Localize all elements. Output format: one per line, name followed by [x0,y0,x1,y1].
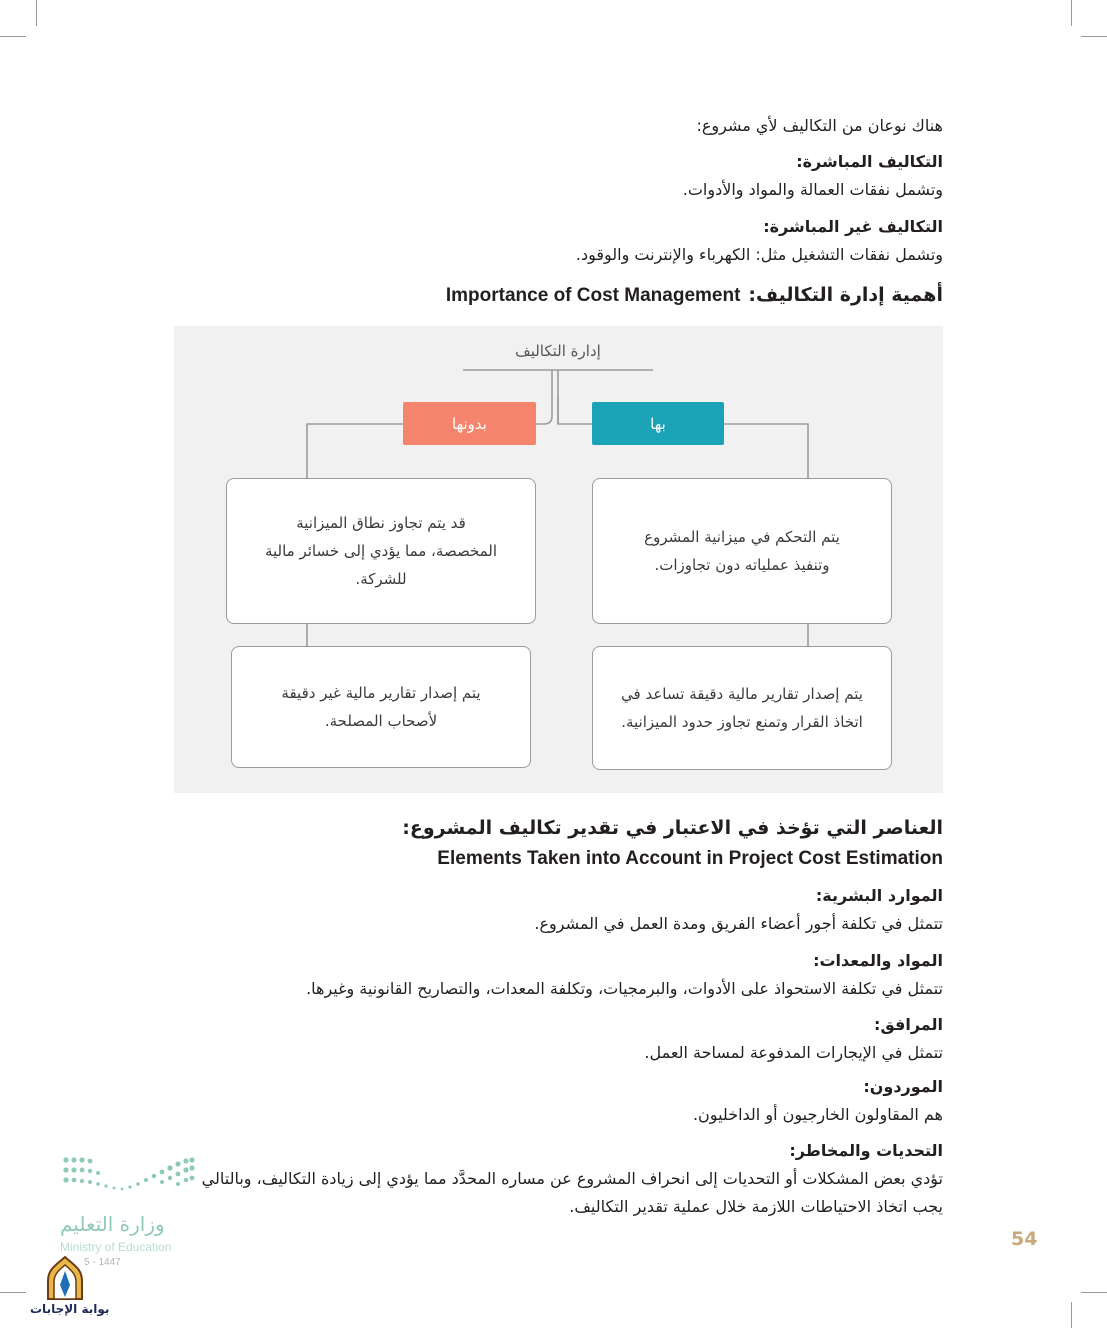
cost-management-diagram [174,326,943,793]
importance-heading [446,284,943,307]
direct-costs-text: وتشمل نفقات العمالة والمواد والأدوات. [682,180,943,199]
with-it-box-1-text: يتم التحكم في ميزانية المشروع وتنفيذ عملياته دون تجاوزات. [644,528,840,574]
element-text-continued: يجب اتخاذ الاحتياطات اللازمة خلال عملية تقدير التكاليف. [569,1197,943,1216]
ministry-logo-dots-icon [60,1154,200,1200]
crop-mark [1081,36,1107,37]
importance-heading-ar: أهمية إدارة التكاليف: [748,284,943,306]
with-it-box-2-text: يتم إصدار تقارير مالية دقيقة تساعد في اتخاذ القرار وتمنع تجاوز حدود الميزانية. [621,685,863,731]
element-text: تتمثل في الإيجارات المدفوعة لمساحة العمل. [644,1043,943,1062]
importance-heading-en: Importance of Cost Management [445,285,741,306]
with-it-tag [592,402,724,445]
without-it-tag [403,402,536,445]
site-logo-icon [44,1255,86,1301]
without-it-label: بدونها [452,414,487,433]
indirect-costs-heading: التكاليف غير المباشرة: [763,217,943,236]
with-it-box-1 [592,478,892,624]
element-title: الموارد البشرية: [815,886,943,905]
with-it-label: بها [650,414,666,433]
page-number: 54 [1011,1228,1038,1250]
with-it-box-2 [592,646,892,770]
crop-mark [1071,0,1072,26]
site-name: بوابة الإجابات [30,1302,110,1316]
edition-year: 5 - 1447 [84,1257,121,1268]
crop-mark [0,1292,26,1293]
diagram-root-label: إدارة التكاليف [515,342,601,360]
element-title: المرافق: [874,1015,943,1034]
without-it-box-1 [226,478,536,624]
crop-mark [1071,1302,1072,1328]
direct-costs-heading: التكاليف المباشرة: [796,152,943,171]
ministry-name-en: Ministry of Education [60,1240,172,1254]
indirect-costs-text: وتشمل نفقات التشغيل مثل: الكهرباء والإنترنت والوقود. [575,245,943,264]
crop-mark [1081,1292,1107,1293]
without-it-box-1-text: قد يتم تجاوز نطاق الميزانية المخصصة، مما يؤدي إلى خسائر مالية للشركة. [264,514,498,588]
elements-heading-ar: العناصر التي تؤخذ في الاعتبار في تقدير تكاليف المشروع: [402,817,943,839]
element-title: التحديات والمخاطر: [789,1141,943,1160]
element-title: الموردون: [863,1077,943,1096]
without-it-box-2 [231,646,531,768]
crop-mark [36,0,37,26]
element-text: تتمثل في تكلفة أجور أعضاء الفريق ومدة العمل في المشروع. [534,914,943,933]
ministry-name-ar: وزارة التعليم [60,1212,165,1236]
crop-mark [0,36,26,37]
element-text: تؤدي بعض المشكلات أو التحديات إلى انحراف المشروع عن مساره المحدَّد مما يؤدي إلى زيادة التكاليف، وبالتالي [201,1169,943,1188]
without-it-box-2-text: يتم إصدار تقارير مالية غير دقيقة لأصحاب المصلحة. [281,684,481,730]
element-text: تتمثل في تكلفة الاستحواذ على الأدوات، والبرمجيات، وتكلفة المعدات، والتصاريح القانونية وغيرها. [306,979,943,998]
element-title: المواد والمعدات: [813,951,943,970]
element-text: هم المقاولون الخارجيون أو الداخليون. [692,1105,943,1124]
elements-heading-en: Elements Taken into Account in Project Cost Estimation [437,848,943,869]
intro-sentence: هناك نوعان من التكاليف لأي مشروع: [696,116,943,135]
